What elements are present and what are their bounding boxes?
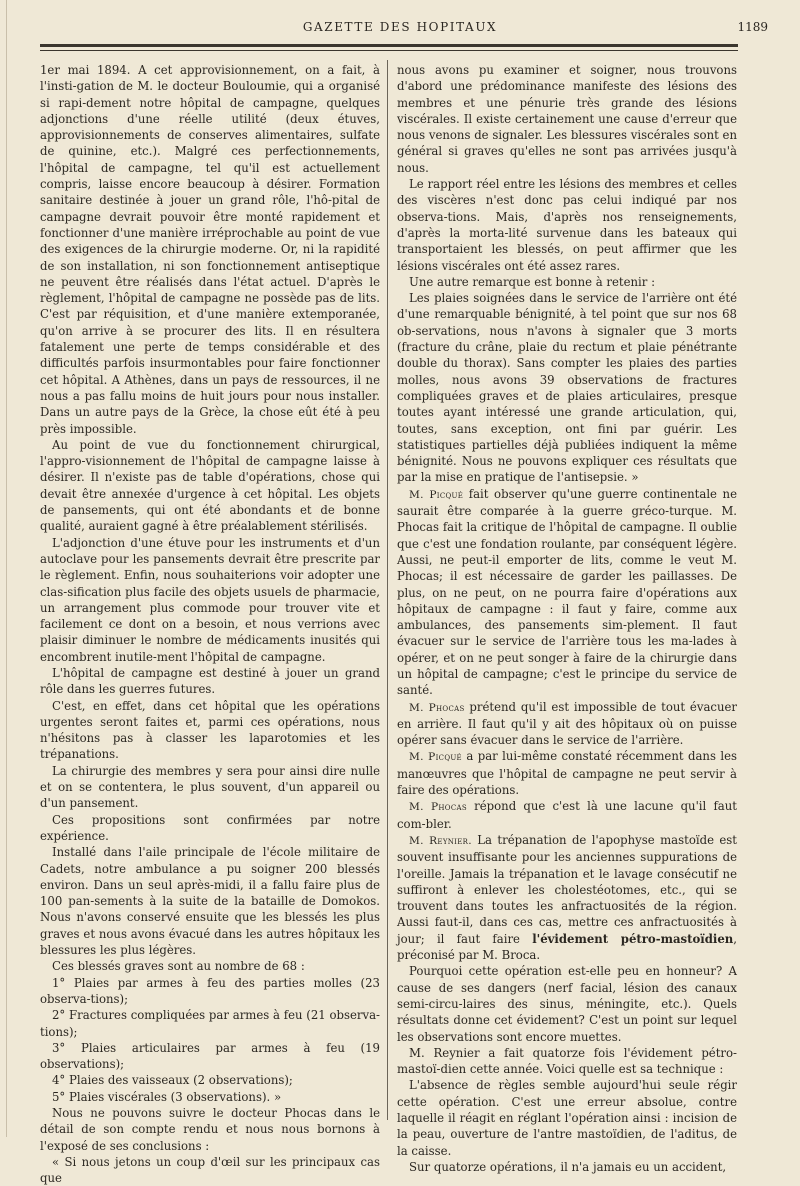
paragraph: Nous ne pouvons suivre le docteur Phocas dans le détail de son compte rendu et nous nous bornons à l'exposé de ses conclusions : — [40, 1106, 380, 1153]
left-column — [40, 62, 380, 1186]
paragraph: L'hôpital de campagne est destiné à jouer un grand rôle dans les guerres futures. — [40, 665, 380, 697]
list-item: 4° Plaies des vaisseaux (2 observations); — [52, 1073, 293, 1088]
paragraph: Les plaies soignées dans le service de l'arrière ont été d'une remarquable bénignité, à tel point que sur nos 68 ob-servations, nous n'avons à signaler que 3 morts (fracture du crâne, plaie du rectum et plaie pénétrante double du thorax). Sans compter les plaies des parties molles, nous avons 39 observations de fractures compliquées graves et de plaies articulaires, presque toutes ayant intéressé une grande articulation, qui, toutes, sans exception, ont fini par guérir. Les statistiques partielles déjà publiées indiquent la même bénignité. Nous ne pouvons expliquer ces résultats que par la mise en pratique de l'antisepsie. » — [397, 291, 737, 485]
paragraph: nous avons pu examiner et soigner, nous trouvons d'abord une prédominance manifeste des lésions des membres et une pénurie très grande des lésions viscérales. Il existe certainement une cause d'erreur que nous venons de signaler. Les blessures viscérales sont en général si graves qu'elles ne sont pas arrivées jusqu'à nous. — [397, 63, 737, 175]
column-separator — [387, 60, 388, 1120]
speaker-name: M. Phocas — [409, 801, 467, 814]
paragraph: Pourquoi cette opération est-elle peu en honneur? A cause de ses dangers (nerf facial, lésion des canaux semi-circu-laires des sinus, méningite, etc.). Quels résultats donne cet évidement? C'est un point sur lequel les observations sont encore muettes. — [397, 964, 737, 1044]
paragraph: Au point de vue du fonctionnement chirurgical, l'appro-visionnement de l'hôpital de campagne laisse à désirer. Il n'existe pas de table d'opérations, chose qui devait être annexée d'urgence à cet hôpital. Les objets de pansements, qui ont été abondants et de bonne qualité, auraient gagné à être préalablement stérilisés. — [40, 437, 380, 534]
paragraph: L'absence de règles semble aujourd'hui seule régir cette opération. C'est une erreur absolue, contre laquelle il réagit en réglant l'opération ainsi : incision de la peau, ouverture de l'antre mastoïdien, de l'aditus, de la caisse. — [397, 1078, 737, 1158]
speaker-name: M. Reynier. — [409, 834, 472, 847]
emphasized-term: l'évidement pétro-mastoïdien — [532, 931, 734, 946]
page-edge-line — [6, 0, 7, 1137]
paragraph: Installé dans l'aile principale de l'école militaire de Cadets, notre ambulance a pu soigner 200 blessés environ. Dans un seul après-midi, il a fallu faire plus de 100 pan-sements à la suite de la bataille de Domokos. Nous n'avons conservé ensuite que les blessés les plus graves et nous avons évacué dans les autres hôpitaux les blessures les plus légères. — [40, 845, 380, 958]
page-number: 1189 — [737, 20, 768, 34]
paragraph: Ces blessés graves sont au nombre de 68 : — [52, 959, 305, 974]
list-item: 2° Fractures compliquées par armes à feu (21 observa-tions); — [40, 1008, 380, 1039]
paragraph: C'est, en effet, dans cet hôpital que les opérations urgentes seront faites et, parmi ces opérations, nous n'hésitons pas à classer les laparotomies et les trépanations. — [40, 698, 380, 762]
speaker-paragraph: M. Picqué fait observer qu'une guerre continentale ne saurait être comparée à la guerre gréco-turque. M. Phocas fait la critique de l'hôpital de campagne. Il oublie que c'est une fondation roulante, par conséquent légère. Aussi, ne peut-il emporter de lits, comme le veut M. Phocas; il est nécessaire de garder les paillasses. De plus, on ne peut, on ne pourra faire d'opérations aux hôpitaux de campagne : il faut y faire, comme aux ambulances, des pansements sim-plement. Il faut évacuer sur le service de l'arrière tous les ma-lades à opérer, et on ne peut songer à faire de la chirurgie dans un hôpital de campagne; c'est le principe du service de santé. — [397, 486, 737, 698]
paragraph: Le rapport réel entre les lésions des membres et celles des viscères n'est donc pas celui indiqué par nos observa-tions. Mais, d'après nos renseignements, d'après la morta-lité survenue dans les bateaux qui transportaient les blessés, on peut affirmer que les lésions viscérales ont été assez rares. — [397, 177, 737, 273]
speaker-paragraph: M. Phocas prétend qu'il est impossible de tout évacuer en arrière. Il faut qu'il y ait des hôpitaux où on puisse opérer sans évacuer dans le service de l'arrière. — [397, 699, 737, 748]
speaker-paragraph: M. Reynier. La trépanation de l'apophyse mastoïde est souvent insuffisante pour les anciennes suppurations de l'oreille. Jamais la trépanation et le lavage consécutif ne suffiront à enlever les cholestéotomes, etc., qui se trouvent dans toutes les anfractuosités de la région. Aussi faut-il, dans ces cas, mettre ces anfractuosités à jour; il faut faire l'évidement pétro-mastoïdien, préconisé par M. Broca. — [397, 832, 737, 963]
paragraph: L'adjonction d'une étuve pour les instruments et d'un autoclave pour les pansements devrait être prescrite par le règlement. Enfin, nous souhaiterions voir adopter une clas-sification plus facile des objets usuels de pharmacie, un arrangement plus commode pour trouver vite et facilement ce dont on a besoin, et nous verrions avec plaisir diminuer le nombre de médicaments inusités qui encombrent inutile-ment l'hôpital de campagne. — [40, 535, 380, 664]
list-item: 3° Plaies articulaires par armes à feu (19 observations); — [40, 1040, 380, 1072]
paragraph: « Si nous jetons un coup d'œil sur les principaux cas que — [40, 1154, 380, 1186]
list-item: 5° Plaies viscérales (3 observations). » — [52, 1089, 282, 1104]
running-header — [30, 18, 770, 36]
list-item: 1° Plaies par armes à feu des parties molles (23 observa-tions); — [40, 975, 380, 1006]
paragraph: Une autre remarque est bonne à retenir : — [409, 274, 656, 289]
header-rule-thin — [40, 50, 738, 51]
header-rule-thick — [40, 44, 738, 47]
paragraph: M. Reynier a fait quatorze fois l'évidement pétro-mastoï-dien cette année. Voici quelle est sa technique : — [397, 1045, 737, 1077]
speaker-name: M. Phocas — [409, 701, 465, 714]
paragraph: La chirurgie des membres y sera pour ainsi dire nulle et on se contentera, le plus souvent, d'un appareil ou d'un pansement. — [40, 763, 380, 811]
speaker-name: M. Picqué — [409, 751, 462, 764]
paragraph: Ces propositions sont confirmées par notre expérience. — [40, 812, 380, 843]
journal-title: GAZETTE DES HOPITAUX — [302, 20, 498, 34]
speaker-paragraph: M. Picqué a par lui-même constaté récemment dans les manœuvres que l'hôpital de campagne ne peut servir à faire des opérations. — [397, 749, 737, 798]
paragraph: Sur quatorze opérations, il n'a jamais eu un accident, — [409, 1159, 727, 1174]
paragraph: 1er mai 1894. A cet approvisionnement, on a fait, à l'insti-gation de M. le docteur Bouloumie, qui a organisé si rapi-dement notre hôpital de campagne, quelques adjonctions d'une réelle utilité (deux étuves, approvisionnements de conserves alimentaires, sulfate de quinine, etc.). Malgré ces perfectionnements, l'hôpital de campagne, tel qu'il est actuellement compris, laisse encore beaucoup à désirer. Formation sanitaire destinée à jouer un grand rôle, l'hô-pital de campagne devrait pouvoir être monté rapidement et fonctionner d'une manière irréprochable au point de vue des exigences de la chirurgie moderne. Or, ni la rapidité de son installation, ni son fonctionnement antiseptique ne peuvent être réalisés dans l'état actuel. D'après le règlement, l'hôpital de campagne ne possède pas de lits. C'est par réquisition, et d'une manière extemporanée, qu'on arrive à se procurer des lits. Il en résultera fatalement une perte de temps considérable et des difficultés parfois insurmontables pour faire fonctionner cet hôpital. A Athènes, dans un pays de ressources, il ne nous a pas fallu moins de huit jours pour nous installer. Dans un autre pays de la Grèce, la chose eût été à peu près impossible. — [40, 63, 380, 436]
speaker-name: M. Picqué — [409, 488, 464, 501]
right-column — [397, 62, 737, 1175]
speaker-paragraph: M. Phocas répond que c'est là une lacune qu'il faut com-bler. — [397, 799, 737, 831]
